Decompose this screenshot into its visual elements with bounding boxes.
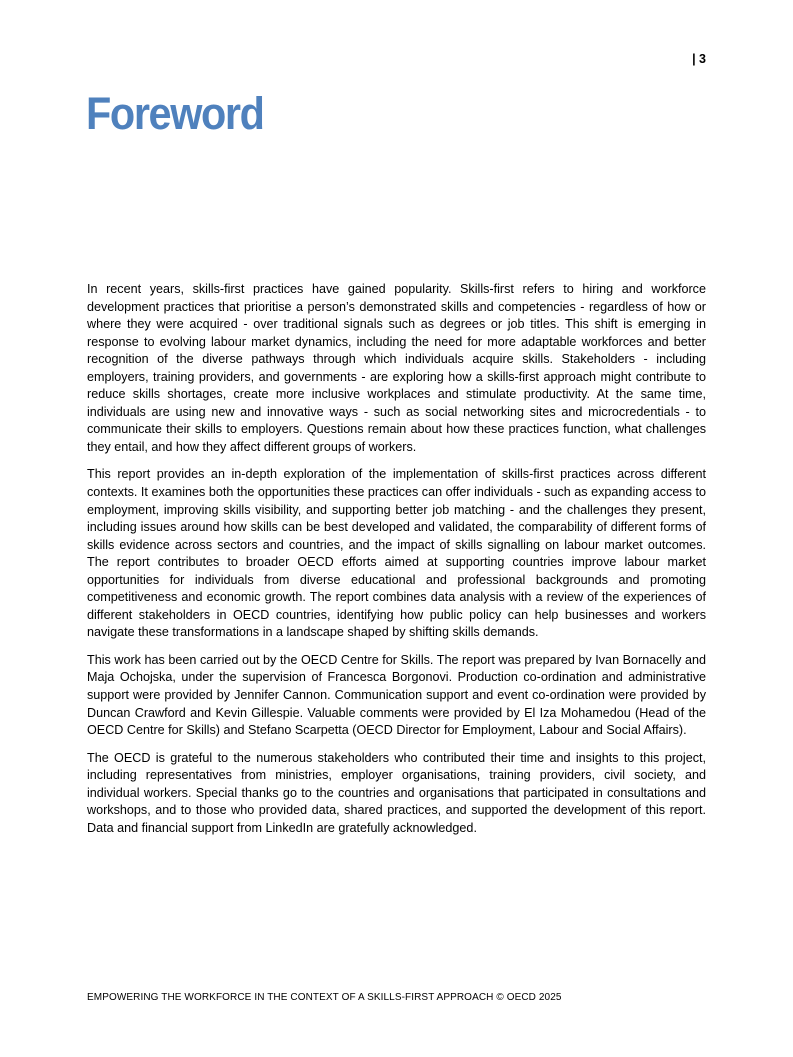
paragraph: The OECD is grateful to the numerous stakeholders who contributed their time and insights to this project, including representatives from ministries, employer organisations, training providers, civil society, and individual workers. Special thanks go to the countries and organisations that participated in consultations and workshops, and to those who provided data, shared practices, and supported the development of this report. Data and financial support from LinkedIn are gratefully acknowledged. — [87, 750, 706, 835]
page-number: | 3 — [692, 52, 706, 66]
page-title: Foreword — [86, 88, 264, 139]
paragraph: This work has been carried out by the OECD Centre for Skills. The report was prepared by Ivan Bornacelly and Maja Ochojska, under the supervision of Francesca Borgonovi. Production co-ordination and administrative support were provided by Jennifer Cannon. Communication support and event co-ordination were provided by Duncan Crawford and Kevin Gillespie. Valuable comments were provided by El Iza Mohamedou (Head of the OECD Centre for Skills) and Stefano Scarpetta (OECD Director for Employment, Labour and Social Affairs). — [87, 652, 706, 738]
paragraph: This report provides an in-depth exploration of the implementation of skills-first practices across different contexts. It examines both the opportunities these practices can offer individuals - such as expanding access to employment, improving skills visibility, and supporting better job matching - and the challenges they present, including issues around how skills can be best developed and validated, the comparability of different forms of skills evidence across sectors and countries, and the impact of skills signalling on labour market outcomes. The report contributes to broader OECD efforts aimed at supporting countries improve labour market opportunities for individuals from diverse educational and professional backgrounds and promoting competitiveness and economic growth. The report combines data analysis with a review of the experiences of different stakeholders in OECD countries, identifying how public policy can help businesses and workers navigate these transformations in a landscape shaped by shifting skills demands. — [87, 467, 706, 640]
paragraph: In recent years, skills-first practices have gained popularity. Skills-first refers to hiring and workforce development practices that prioritise a person’s demonstrated skills and competencies - regardless of how or where they were acquired - over traditional signals such as degrees or job titles. This shift is emerging in response to evolving labour market dynamics, including the need for more adaptable workforces and better recognition of the diverse pathways through which individuals acquire skills. Stakeholders - including employers, training providers, and governments - are exploring how a skills-first approach might contribute to reduce skills shortages, create more inclusive workplaces and stimulate productivity. At the same time, individuals are using new and innovative ways - such as social networking sites and microcredentials - to communicate their skills to employers. Questions remain about how these practices function, what challenges they entail, and how they affect different groups of workers. — [87, 282, 706, 454]
page-footer: EMPOWERING THE WORKFORCE IN THE CONTEXT OF A SKILLS-FIRST APPROACH © OECD 2025 — [87, 992, 562, 1003]
foreword-body — [87, 281, 706, 847]
